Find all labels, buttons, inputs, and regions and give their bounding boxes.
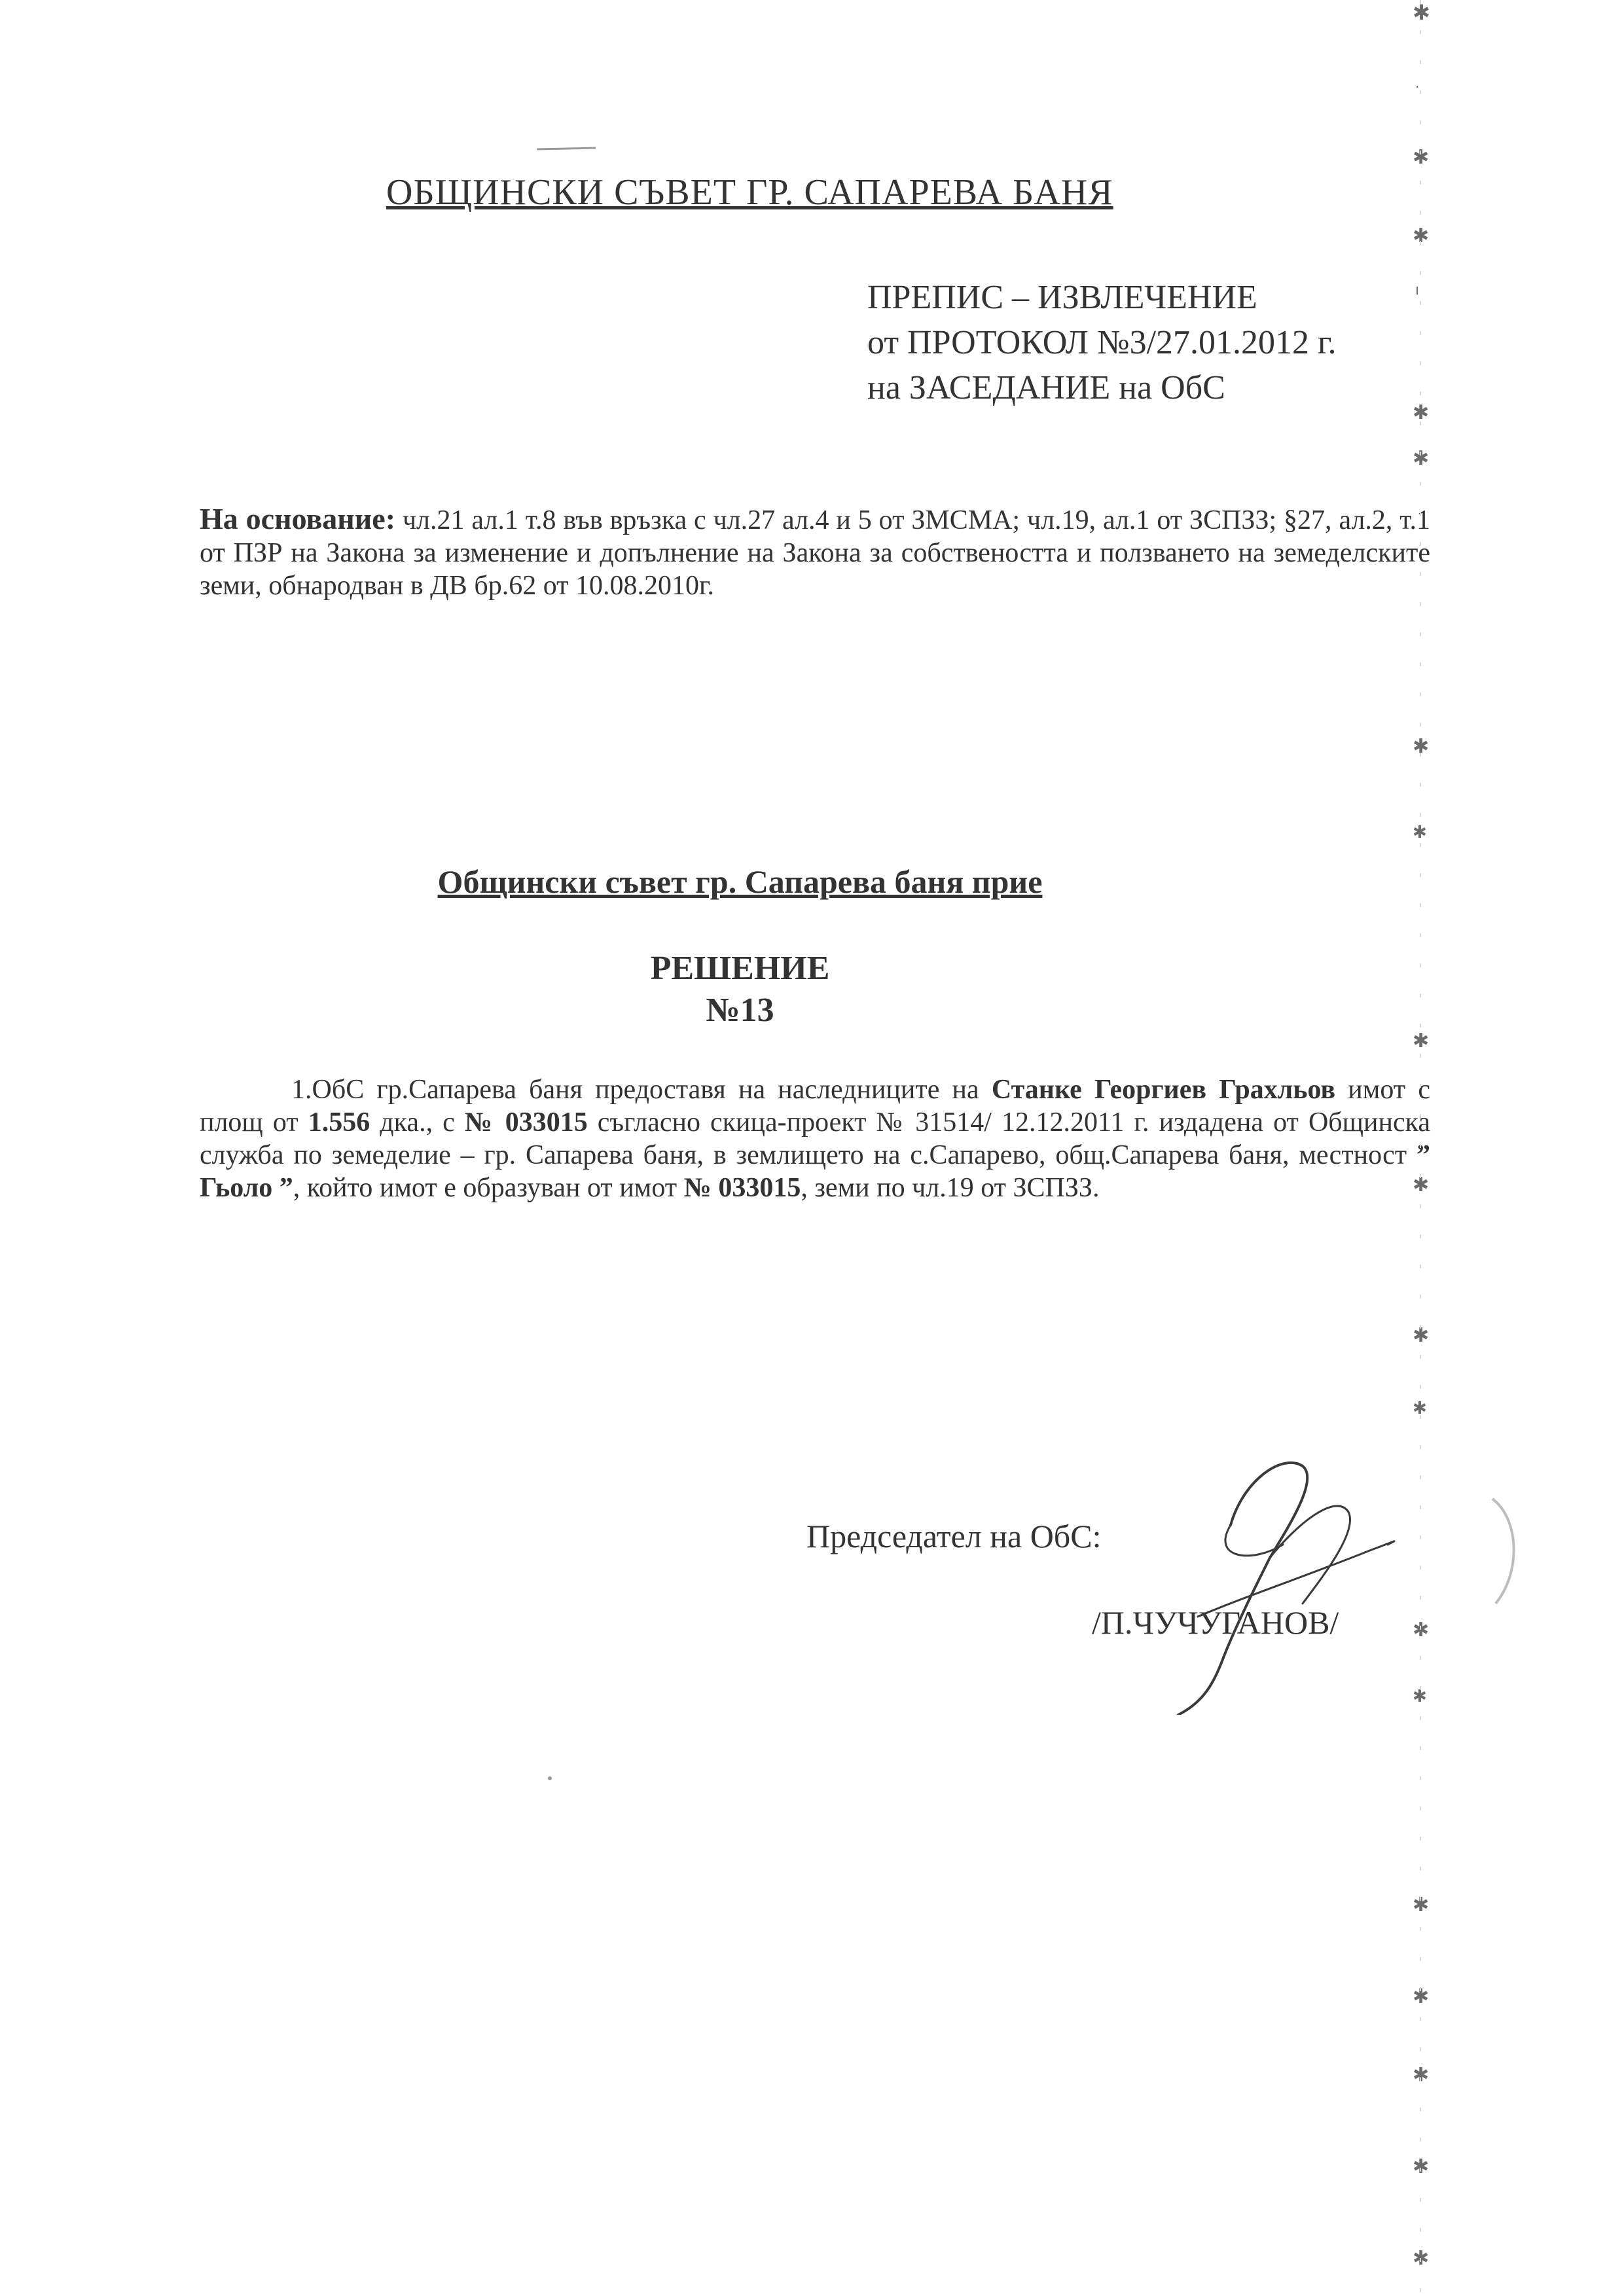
scan-dot-mark: [547, 1775, 553, 1782]
svg-text:·: ·: [1415, 79, 1420, 95]
scan-dash-mark: [537, 145, 596, 153]
legal-basis: [200, 503, 1430, 602]
decision-number: №13: [706, 992, 774, 1029]
heir-name: Станке Георгиев Грахльов: [991, 1075, 1336, 1105]
legal-basis-label: На основание:: [200, 502, 396, 535]
header-line-2: от ПРОТОКОЛ №3/27.01.2012 г.: [867, 324, 1337, 361]
property-number: № 033015: [464, 1107, 588, 1138]
svg-text:✱: ✱: [1413, 823, 1427, 842]
svg-text:✱: ✱: [1413, 1687, 1427, 1706]
partial-stamp-mark: [1486, 1492, 1525, 1610]
header-line-3: на ЗАСЕДАНИЕ на ОбС: [867, 369, 1225, 406]
svg-text:✱: ✱: [1413, 735, 1430, 758]
source-property-number: № 033015: [683, 1173, 801, 1203]
council-accepts-text: Общински съвет гр. Сапарева баня прие: [437, 863, 1043, 900]
svg-text:✱: ✱: [1413, 447, 1430, 470]
svg-text:✱: ✱: [1413, 1324, 1430, 1347]
svg-text:ı: ı: [1415, 282, 1420, 298]
svg-text:✱: ✱: [1413, 2247, 1430, 2270]
chairman-name: /П.ЧУЧУГАНОВ/: [1092, 1604, 1339, 1641]
protocol-header: [867, 275, 1456, 410]
legal-basis-text: чл.21 ал.1 т.8 във връзка с чл.27 ал.4 и 5 от ЗМСМА; чл.19, ал.1 от ЗСПЗЗ; §27, ал.2, т.1 от ПЗР на Закона за изменение и допълнение на Закона за собствеността и ползването на земеделските земи, обнародван в ДВ бр.62 от 10.08.2010г.: [200, 505, 1431, 601]
council-title: ОБЩИНСКИ СЪВЕТ ГР. САПАРЕВА БАНЯ: [386, 172, 1113, 213]
decision-paragraph: [200, 1073, 1430, 1204]
header-line-1: ПРЕПИС – ИЗВЛЕЧЕНИЕ: [867, 279, 1257, 316]
svg-text:✱: ✱: [1413, 1985, 1430, 2008]
svg-text:✱: ✱: [1413, 1619, 1430, 1641]
paragraph-part-4: съгласно скица-проект № 31514/ 12.12.2011 г. издадена от Общинска служба по земеделие – гр. Сапарева баня, в землището на с.Сапарево, общ.Сапарева баня, местност: [200, 1107, 1430, 1170]
svg-text:✱: ✱: [1413, 0, 1430, 25]
property-area: 1.556: [308, 1107, 370, 1138]
svg-text:✱: ✱: [1413, 401, 1430, 424]
paragraph-part-2: имот с площ от: [200, 1075, 1430, 1138]
svg-text:✱: ✱: [1413, 224, 1430, 247]
svg-text:✱: ✱: [1413, 146, 1430, 169]
decision-heading: [0, 948, 1624, 1031]
svg-text:✱: ✱: [1413, 1893, 1430, 1916]
svg-text:✱: ✱: [1413, 1030, 1430, 1052]
paragraph-part-6: , земи по чл.19 от ЗСПЗЗ.: [801, 1173, 1100, 1203]
handwritten-signature: [1152, 1427, 1430, 1715]
scan-edge-marks: [1401, 0, 1440, 2296]
paragraph-part-1: 1.ОбС гр.Сапарева баня предоставя на наследниците на: [291, 1075, 992, 1105]
council-accepts-line: [0, 863, 1624, 901]
svg-text:✱: ✱: [1413, 1174, 1430, 1196]
decision-title: РЕШЕНИЕ: [650, 950, 830, 987]
svg-text:✱: ✱: [1413, 1399, 1427, 1418]
chairman-label: Председател на ОбС:: [806, 1518, 1102, 1554]
svg-text:✱: ✱: [1413, 2155, 1430, 2178]
locality-name: ” Гьоло ”: [200, 1140, 1430, 1203]
svg-text:✱: ✱: [1413, 2064, 1430, 2087]
paragraph-part-3: дка., с: [370, 1107, 465, 1138]
paragraph-part-5: , който имот е образуван от имот: [293, 1173, 684, 1203]
